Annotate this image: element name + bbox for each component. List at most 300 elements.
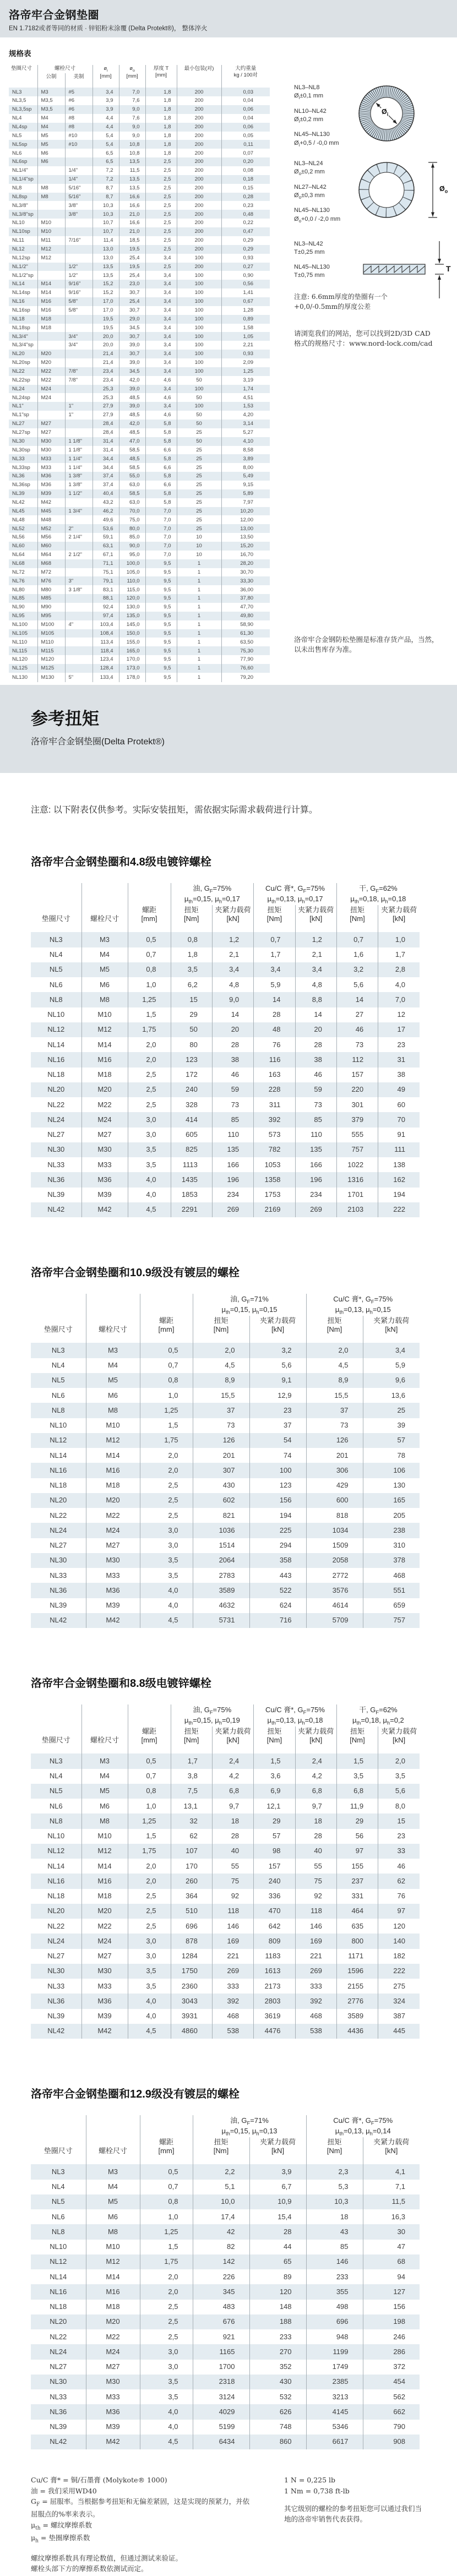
cell: M18 bbox=[86, 2300, 140, 2314]
cell: 10 bbox=[177, 542, 221, 551]
cell: 562 bbox=[363, 2389, 420, 2404]
cell: 11,5 bbox=[363, 2194, 420, 2209]
cell: 311 bbox=[254, 1097, 295, 1112]
cell: 14 bbox=[295, 1007, 336, 1022]
cell bbox=[65, 157, 93, 166]
cell: M24 bbox=[86, 1523, 140, 1538]
cell: 220 bbox=[336, 1082, 378, 1097]
cell: 1 bbox=[177, 646, 221, 655]
col-header-bolt: 螺栓尺寸 bbox=[81, 1704, 128, 1753]
cell: 4614 bbox=[306, 1598, 363, 1613]
cell: 1,75 bbox=[128, 1022, 171, 1037]
cell: 58,5 bbox=[119, 463, 145, 472]
cell: 0,5 bbox=[128, 1753, 171, 1768]
spec-row bbox=[9, 105, 270, 114]
spec-row bbox=[9, 655, 270, 664]
cell bbox=[65, 515, 93, 524]
cell: 28 bbox=[212, 1829, 253, 1844]
torque-row bbox=[31, 992, 420, 1007]
spec-table bbox=[9, 65, 270, 682]
cell: 34,5 bbox=[119, 367, 145, 376]
cell: 1284 bbox=[171, 1949, 212, 1964]
cell: NL12sp bbox=[12, 254, 30, 261]
cell: M10 bbox=[37, 219, 65, 227]
torque-table-title-4-8: 洛帝牢合金钢垫圈和4.8级电镀锌螺栓 bbox=[31, 856, 211, 868]
tolerance-label: NL3–NL42 T±0,25 mm bbox=[294, 241, 325, 256]
cell: NL1" bbox=[12, 403, 24, 410]
cell: M33 bbox=[37, 463, 65, 472]
cell: 3,4 bbox=[145, 280, 177, 288]
cell: 14 bbox=[212, 1007, 253, 1022]
cell: 3,4 bbox=[145, 367, 177, 376]
cell: M5 bbox=[81, 1784, 128, 1799]
cell: 3,2 bbox=[336, 962, 378, 977]
cell: 200 bbox=[177, 201, 221, 210]
torque-row bbox=[31, 2194, 420, 2209]
cell: M14 bbox=[37, 280, 65, 288]
spec-table-head bbox=[9, 65, 270, 88]
tolerance-label: NL45–NL130 $Ø_i+0,5 / -0,0$ mm bbox=[294, 131, 339, 148]
cell: 34,5 bbox=[119, 324, 145, 333]
cell: 8,8 bbox=[295, 992, 336, 1007]
cell: 157 bbox=[336, 1068, 378, 1082]
cell: 32 bbox=[171, 1813, 212, 1828]
cell: NL24 bbox=[50, 2347, 67, 2356]
torque-row bbox=[31, 1493, 420, 1508]
cell: 47,70 bbox=[221, 603, 270, 612]
cell: 58,90 bbox=[221, 620, 270, 629]
cell: 1,0 bbox=[128, 1799, 171, 1813]
cell: 9,7 bbox=[212, 1799, 253, 1813]
torque-row bbox=[31, 2375, 420, 2389]
cell: NL8 bbox=[49, 995, 63, 1004]
cell: 3,4 bbox=[145, 297, 177, 306]
cell: 2,5 bbox=[145, 210, 177, 219]
cell: 2,0 bbox=[140, 1463, 193, 1478]
cell: 1,0 bbox=[128, 977, 171, 992]
cell: 1701 bbox=[336, 1188, 378, 1202]
cell: 100 bbox=[177, 271, 221, 280]
cell: NL22 bbox=[47, 1100, 65, 1109]
cell: 2,5 bbox=[145, 175, 177, 184]
cell: NL3,5sp bbox=[12, 106, 32, 113]
cell: M22 bbox=[81, 1097, 128, 1112]
torque-row bbox=[31, 2420, 420, 2435]
cell: 170,0 bbox=[119, 655, 145, 664]
cell: 34,4 bbox=[93, 454, 119, 463]
cell: NL20sp bbox=[12, 360, 30, 366]
torque-row bbox=[31, 1829, 420, 1844]
cell: 25 bbox=[177, 489, 221, 498]
cell: 100 bbox=[177, 358, 221, 367]
cell: NL20 bbox=[47, 1907, 65, 1915]
cell: 10,3 bbox=[93, 201, 119, 210]
torque-row bbox=[31, 2329, 420, 2344]
cell: 133,4 bbox=[93, 673, 119, 682]
torque-row bbox=[31, 1433, 420, 1448]
cell: 4,2 bbox=[295, 1769, 336, 1784]
cell: NL18 bbox=[12, 315, 25, 322]
cell: M20 bbox=[37, 358, 65, 367]
cell: M115 bbox=[37, 646, 65, 655]
cell: 3,4 bbox=[145, 271, 177, 280]
footnote-line: $\mu_{th}$ = 螺纹摩擦系数 bbox=[31, 2520, 92, 2531]
cell: 5,9 bbox=[254, 977, 295, 992]
cell: 5,8 bbox=[145, 498, 177, 507]
cell: 115,0 bbox=[119, 585, 145, 594]
cell bbox=[65, 559, 93, 568]
cell: 80,0 bbox=[119, 524, 145, 533]
cell: M3 bbox=[81, 932, 128, 947]
cell: 5,8 bbox=[145, 437, 177, 446]
outer-diameter-symbol: $Ø_o$ bbox=[439, 185, 448, 194]
cell: 237 bbox=[336, 1874, 378, 1888]
cell: M20 bbox=[86, 1493, 140, 1508]
cell: 4,6 bbox=[145, 393, 177, 402]
cell: NL42 bbox=[47, 2027, 65, 2035]
cell: M33 bbox=[86, 1568, 140, 1583]
cell: M27 bbox=[86, 1538, 140, 1553]
cell: NL22sp bbox=[12, 377, 30, 383]
cell: 3,5 bbox=[140, 2375, 193, 2389]
cell: NL14sp bbox=[12, 290, 30, 296]
cell: 1 bbox=[177, 594, 221, 603]
cell: 6,8 bbox=[295, 1784, 336, 1799]
cell: 39,0 bbox=[119, 358, 145, 367]
cell: NL4 bbox=[51, 2182, 65, 2191]
cell: M30 bbox=[81, 1964, 128, 1979]
cell: 8,0 bbox=[378, 1799, 420, 1813]
cell: 166 bbox=[212, 1157, 253, 1172]
torque-row bbox=[31, 2344, 420, 2359]
cell: NL36 bbox=[50, 1586, 67, 1594]
spec-row bbox=[9, 673, 270, 682]
cell: 165 bbox=[363, 1493, 420, 1508]
cell: 468 bbox=[212, 2009, 253, 2024]
cell: M33 bbox=[81, 1979, 128, 1994]
spec-row bbox=[9, 507, 270, 516]
cell: 333 bbox=[212, 1979, 253, 1994]
cell: NL10 bbox=[50, 2242, 67, 2251]
thickness-symbol: T bbox=[446, 264, 451, 273]
cell: 4,0 bbox=[128, 1994, 171, 2008]
cell: 4,5 bbox=[140, 1613, 193, 1628]
cell: 200 bbox=[177, 245, 221, 254]
cell: NL33 bbox=[50, 1571, 67, 1580]
cell bbox=[65, 428, 93, 437]
cell: 13,5 bbox=[93, 271, 119, 280]
cell: 748 bbox=[249, 2420, 306, 2435]
cell: NL12 bbox=[50, 2257, 67, 2266]
cell: 3,0 bbox=[140, 1523, 193, 1538]
cell: 0,08 bbox=[221, 166, 270, 175]
cell: 2,1 bbox=[295, 947, 336, 962]
col-header-torque: 扭矩 [Nm] bbox=[306, 2137, 363, 2165]
spec-section bbox=[0, 37, 457, 682]
cell: 6,7 bbox=[249, 2180, 306, 2194]
cell: 635 bbox=[336, 1919, 378, 1934]
cell: M6 bbox=[81, 977, 128, 992]
cell bbox=[65, 227, 93, 236]
cell: M3 bbox=[81, 1753, 128, 1768]
cell: 4,0 bbox=[128, 2009, 171, 2024]
cell: 200 bbox=[177, 166, 221, 175]
footnotes-left-column bbox=[31, 2475, 255, 2574]
cell: 825 bbox=[171, 1142, 212, 1157]
cell: 0,7 bbox=[254, 932, 295, 947]
cell: M4 bbox=[81, 947, 128, 962]
cell: 3,4 bbox=[145, 254, 177, 263]
cell: NL1"sp bbox=[12, 412, 29, 418]
cell: 100 bbox=[177, 306, 221, 315]
cell: 4,0 bbox=[128, 1188, 171, 1202]
cell: 12 bbox=[378, 1007, 420, 1022]
spec-row bbox=[9, 263, 270, 271]
torque-row bbox=[31, 1874, 420, 1888]
cell: 0,27 bbox=[221, 263, 270, 271]
cell: 30,7 bbox=[119, 306, 145, 315]
cell: 5,6 bbox=[249, 1358, 306, 1373]
torque-row bbox=[31, 1112, 420, 1127]
cell: M5 bbox=[86, 2194, 140, 2209]
cell: 4,8 bbox=[212, 977, 253, 992]
cell: NL27 bbox=[50, 1541, 67, 1550]
cell bbox=[65, 350, 93, 358]
cell: 2" bbox=[65, 524, 93, 533]
cell: 9,0 bbox=[119, 123, 145, 132]
cell: 25,4 bbox=[119, 254, 145, 263]
cell bbox=[65, 498, 93, 507]
cell: 10,8 bbox=[119, 149, 145, 157]
tolerance-label: NL45–NL130 $Ø_o+0,0 / -2,0$ mm bbox=[294, 207, 341, 224]
cell: 234 bbox=[212, 1188, 253, 1202]
cell: 19,5 bbox=[119, 245, 145, 254]
cell: 948 bbox=[306, 2329, 363, 2344]
col-header-clamp: 夹紧力载荷 [kN] bbox=[212, 1727, 253, 1754]
cell bbox=[65, 315, 93, 324]
cell: 0,8 bbox=[128, 962, 171, 977]
cell: 13,6 bbox=[363, 1388, 420, 1403]
cell: 328 bbox=[171, 1097, 212, 1112]
cell: 16,3 bbox=[363, 2209, 420, 2224]
cell: 128,4 bbox=[93, 664, 119, 673]
cell: NL18 bbox=[47, 1070, 65, 1079]
cell: 21,4 bbox=[93, 350, 119, 358]
cell: 392 bbox=[254, 1112, 295, 1127]
cell: M30 bbox=[86, 2375, 140, 2389]
spec-row bbox=[9, 620, 270, 629]
cell: 3/4" bbox=[65, 341, 93, 350]
cell: 59,1 bbox=[93, 533, 119, 542]
cell: 1,53 bbox=[221, 402, 270, 411]
cell: M36 bbox=[86, 1583, 140, 1598]
cell: 1,8 bbox=[145, 149, 177, 157]
cell bbox=[65, 638, 93, 646]
cell: 103,4 bbox=[93, 620, 119, 629]
cell: 88,1 bbox=[93, 594, 119, 603]
spec-row bbox=[9, 454, 270, 463]
col-header-washer: 垫圈尺寸 bbox=[43, 2147, 73, 2155]
cell: M64 bbox=[37, 551, 65, 559]
spec-row bbox=[9, 332, 270, 341]
cell: 555 bbox=[336, 1128, 378, 1142]
cell: 1358 bbox=[254, 1172, 295, 1187]
cell bbox=[65, 655, 93, 664]
tolerance-label: NL10–NL42 $Ø_i\pm 0,2$ mm bbox=[294, 107, 327, 124]
cell: 3,4 bbox=[145, 306, 177, 315]
cell: 7,0 bbox=[119, 88, 145, 96]
cell: 1,8 bbox=[145, 114, 177, 123]
torque-row bbox=[31, 2389, 420, 2404]
cell: 1,8 bbox=[145, 132, 177, 140]
cell: 429 bbox=[306, 1478, 363, 1493]
col-header-metric: 公制 bbox=[37, 73, 65, 88]
cell: M8 bbox=[81, 1813, 128, 1828]
cell: 135,0 bbox=[119, 612, 145, 620]
cell: 100 bbox=[177, 315, 221, 324]
cell: NL68 bbox=[12, 560, 25, 567]
cell: M10 bbox=[86, 1418, 140, 1433]
cell bbox=[65, 629, 93, 638]
torque-section-subtitle: 洛帝牢合金钢垫圈(Delta Protekt®) bbox=[31, 737, 165, 747]
cell: 7,6 bbox=[119, 96, 145, 105]
torque-row bbox=[31, 1613, 420, 1628]
cell: NL30 bbox=[50, 2377, 67, 2386]
torque-row bbox=[31, 1037, 420, 1052]
cell: M36 bbox=[37, 472, 65, 481]
cell: 47,0 bbox=[119, 437, 145, 446]
cell: 200 bbox=[177, 193, 221, 201]
cell: 9,5 bbox=[145, 629, 177, 638]
torque-table-8-8 bbox=[31, 1704, 420, 2039]
cell: 1,5 bbox=[128, 1007, 171, 1022]
cell: 3,0 bbox=[128, 1112, 171, 1127]
cell: NL16 bbox=[47, 1876, 65, 1885]
cell: 2776 bbox=[336, 1994, 378, 2008]
cell: M5 bbox=[37, 132, 65, 140]
cell: 37,4 bbox=[93, 472, 119, 481]
cell: NL6 bbox=[49, 980, 63, 989]
cell: 100 bbox=[177, 288, 221, 297]
cell: 0,93 bbox=[221, 350, 270, 358]
cell: 1,58 bbox=[221, 324, 270, 333]
cell: 150,0 bbox=[119, 629, 145, 638]
cell: 0,90 bbox=[221, 271, 270, 280]
cell: 352 bbox=[249, 2360, 306, 2375]
torque-row bbox=[31, 1343, 420, 1358]
cell: 269 bbox=[295, 1964, 336, 1979]
cell: 3619 bbox=[254, 2009, 295, 2024]
cell: 233 bbox=[306, 2269, 363, 2284]
cell: 1,41 bbox=[221, 288, 270, 297]
cell: 2,5 bbox=[128, 1919, 171, 1934]
cell: 602 bbox=[193, 1493, 249, 1508]
cell: 1509 bbox=[306, 1538, 363, 1553]
cell: 345 bbox=[193, 2284, 249, 2299]
lubrication-group-header: Cu/C 膏*, $G_F=75\%$ $\mu_{th}=0,13$, $\mu_h=0,15$ bbox=[306, 1294, 420, 1316]
cell: 0,20 bbox=[221, 157, 270, 166]
cell: M24 bbox=[81, 1934, 128, 1948]
cell: 1/4" bbox=[65, 166, 93, 175]
cell: 12,1 bbox=[254, 1799, 295, 1813]
spec-row bbox=[9, 463, 270, 472]
cell: 3,4 bbox=[254, 962, 295, 977]
col-header-clamp: 夹紧力载荷 [kN] bbox=[378, 905, 420, 933]
cell: 106 bbox=[363, 1463, 420, 1478]
cell: 1514 bbox=[193, 1538, 249, 1553]
cell: 50 bbox=[177, 393, 221, 402]
spec-row bbox=[9, 612, 270, 620]
cell: 60 bbox=[378, 1097, 420, 1112]
cell bbox=[65, 612, 93, 620]
cell: 8,7 bbox=[93, 184, 119, 193]
cell: 20,0 bbox=[93, 341, 119, 350]
cell: 18,5 bbox=[119, 236, 145, 245]
cell: 0,56 bbox=[221, 280, 270, 288]
cell: 3,6 bbox=[254, 1769, 295, 1784]
col-header-bolt-size: 螺栓尺寸 bbox=[37, 65, 93, 73]
col-header-min-packaging: 最小包装(对) bbox=[177, 65, 221, 88]
cell: 392 bbox=[212, 1994, 253, 2008]
page-title: 洛帝牢合金钢垫圈 bbox=[9, 9, 99, 21]
torque-row bbox=[31, 1538, 420, 1553]
cell: 3,0 bbox=[140, 1538, 193, 1553]
cell: 2,5 bbox=[145, 245, 177, 254]
cell: 30,7 bbox=[119, 350, 145, 358]
spec-row bbox=[9, 428, 270, 437]
cell: 605 bbox=[171, 1128, 212, 1142]
cell: NL14 bbox=[47, 1040, 65, 1049]
cell: M10 bbox=[37, 227, 65, 236]
cell: 878 bbox=[171, 1934, 212, 1948]
cell: 113,4 bbox=[93, 638, 119, 646]
spec-row bbox=[9, 324, 270, 333]
cell: M90 bbox=[37, 603, 65, 612]
torque-table-body bbox=[31, 932, 420, 1217]
cell: 25,4 bbox=[119, 271, 145, 280]
cell: #10 bbox=[65, 132, 93, 140]
inner-diameter-tolerances bbox=[294, 84, 357, 154]
cell: 4,5 bbox=[193, 1358, 249, 1373]
cell: 4,0 bbox=[140, 1583, 193, 1598]
torque-table-4-8 bbox=[31, 883, 420, 1217]
cell: NL24sp bbox=[12, 394, 30, 401]
cell: 1,5 bbox=[254, 1753, 295, 1768]
spec-row bbox=[9, 437, 270, 446]
col-header-clamp: 夹紧力载荷 [kN] bbox=[249, 2137, 306, 2165]
cell: NL16 bbox=[12, 298, 25, 305]
cell: M33 bbox=[86, 2389, 140, 2404]
cell: 1183 bbox=[254, 1949, 295, 1964]
cell: 7,2 bbox=[93, 175, 119, 184]
col-header-bolt: 螺栓尺寸 bbox=[86, 1294, 140, 1343]
cell: 40,4 bbox=[93, 489, 119, 498]
torque-row bbox=[31, 2009, 420, 2024]
cell: 470 bbox=[254, 1904, 295, 1919]
cell: 16,6 bbox=[119, 219, 145, 227]
cell: 110 bbox=[212, 1128, 253, 1142]
col-header-torque: 扭矩 [Nm] bbox=[254, 905, 295, 933]
cell: 70,0 bbox=[119, 507, 145, 516]
cell: 29,0 bbox=[119, 315, 145, 324]
cell: 10 bbox=[177, 533, 221, 542]
footnotes bbox=[31, 2475, 457, 2574]
cell: 59 bbox=[295, 1082, 336, 1097]
cell: M3,5 bbox=[37, 96, 65, 105]
cell: 809 bbox=[254, 1934, 295, 1948]
cell: 1 bbox=[177, 576, 221, 585]
torque-row bbox=[31, 1844, 420, 1859]
